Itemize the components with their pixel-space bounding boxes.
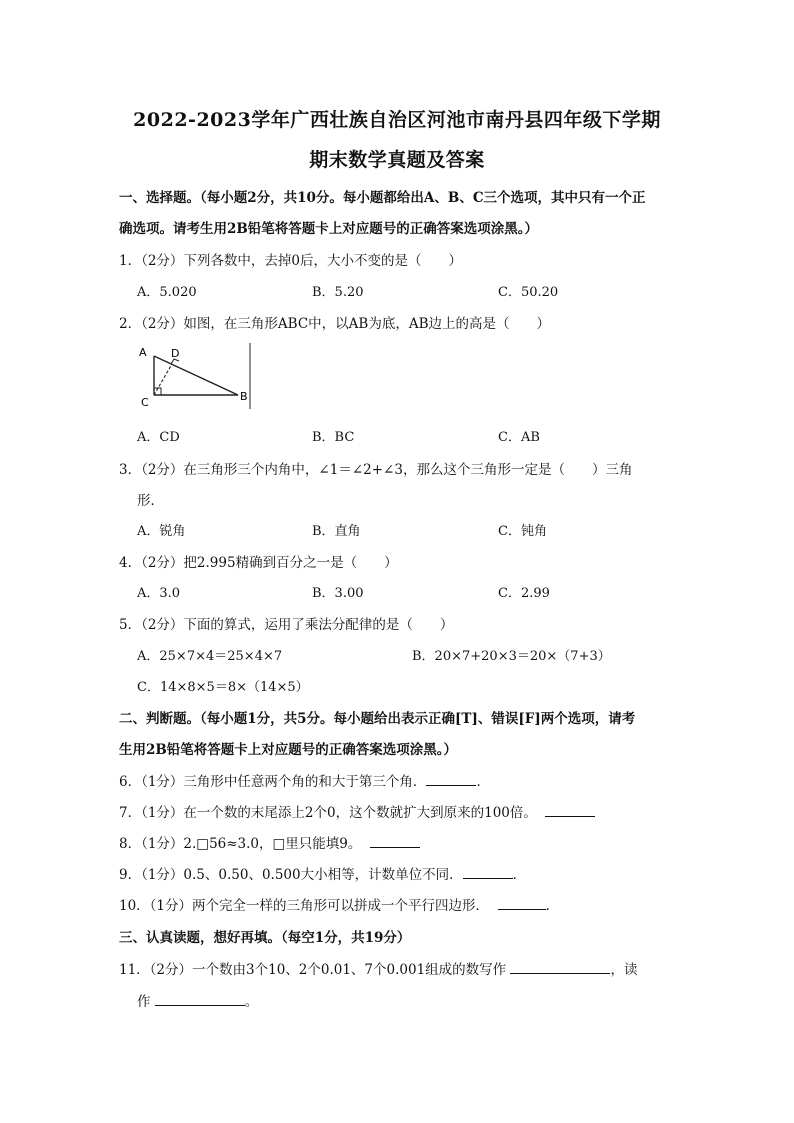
- question-11-line1: [119, 958, 637, 978]
- q3-option-a: A．锐角: [137, 524, 186, 539]
- fig-label-c: C: [141, 396, 149, 409]
- question-6: [119, 770, 490, 790]
- q11-text-line2: 作: [137, 994, 151, 1010]
- q11-written-blank: [510, 961, 610, 974]
- q4-option-a: A．3.0: [137, 586, 181, 601]
- q8-answer-blank: [370, 835, 420, 848]
- q5-option-a: A．25×7×4＝25×4×7: [137, 649, 283, 664]
- q4-option-b: B．3.00: [312, 586, 364, 601]
- question-5: 5．（2分）下面的算式，运用了乘法分配律的是（ ）: [119, 617, 454, 633]
- question-2: 2．（2分）如图，在三角形ABC中，以AB为底，AB边上的高是（ ）: [119, 316, 551, 332]
- question-3-line1: 3．（2分）在三角形三个内角中，∠1＝∠2+∠3，那么这个三角形一定是（ ）三角: [119, 462, 633, 478]
- exam-title-line1: 2022-2023学年广西壮族自治区河池市南丹县四年级下学期: [133, 109, 661, 131]
- exam-title-line2: 期末数学真题及答案: [309, 149, 485, 171]
- q9-text: 9．（1分）0.5、0.50、0.500大小相等，计数单位不同．: [119, 867, 463, 883]
- q7-text: 7．（1分）在一个数的末尾添上2个0，这个数就扩大到原来的100倍。: [119, 805, 537, 821]
- question-10: [119, 894, 559, 914]
- question-7: [119, 801, 595, 821]
- section2-heading-line1: 二、判断题。（每小题1分，共5分。每小题给出表示正确[T]、错误[F]两个选项，请考: [119, 711, 636, 727]
- q6-answer-blank: [426, 773, 476, 786]
- q1-option-a: A．5.020: [137, 285, 197, 300]
- q6-text: 6．（1分）三角形中任意两个角的和大于第三个角．: [119, 774, 427, 790]
- question-1: 1．（2分）下列各数中，去掉0后，大小不变的是（ ）: [119, 253, 463, 269]
- q8-text: 8．（1分）2.□56≈3.0，□里只能填9。: [119, 836, 362, 852]
- section1-heading-line2: 确选项。请考生用2B铅笔将答题卡上对应题号的正确答案选项涂黑。）: [119, 221, 539, 237]
- q11-text: 11．（2分）一个数由3个10、2个0.01、7个0.001组成的数写作: [119, 962, 507, 978]
- section2-heading-line2: 生用2B铅笔将答题卡上对应题号的正确答案选项涂黑。）: [119, 742, 458, 758]
- triangle-abc-figure: [138, 343, 254, 409]
- q11-mid: ，读: [610, 962, 638, 978]
- q5-option-b: B．20×7+20×3＝20×（7+3）: [412, 649, 611, 664]
- question-11-line2: [137, 990, 258, 1010]
- q1-option-c: C．50.20: [498, 285, 559, 300]
- question-3-line2: 形．: [137, 493, 164, 509]
- question-9: [119, 863, 526, 883]
- q10-text: 10．（1分）两个完全一样的三角形可以拼成一个平行四边形．: [119, 898, 490, 914]
- fig-label-b: B: [240, 390, 248, 403]
- fig-label-a: A: [139, 346, 147, 359]
- question-8: [119, 832, 420, 852]
- question-4: 4．（2分）把2.995精确到百分之一是（ ）: [119, 555, 398, 571]
- fig-label-d: D: [171, 347, 180, 360]
- q7-answer-blank: [545, 804, 595, 817]
- q9-end: ．: [512, 867, 527, 883]
- q3-option-b: B．直角: [312, 524, 361, 539]
- q10-answer-blank: [498, 897, 546, 910]
- q11-read-blank: [155, 993, 245, 1006]
- q2-option-a: A．CD: [137, 430, 180, 445]
- q6-end: ．: [476, 774, 490, 790]
- q4-option-c: C．2.99: [498, 586, 550, 601]
- q1-option-b: B．5.20: [312, 285, 364, 300]
- section3-heading: 三、认真读题，想好再填。（每空1分，共19分）: [119, 930, 411, 946]
- q11-end: 。: [244, 994, 259, 1010]
- q3-option-c: C．钝角: [498, 524, 547, 539]
- section1-heading-line1: 一、选择题。（每小题2分，共10分。每小题都给出A、B、C三个选项，其中只有一个正: [119, 190, 646, 206]
- q2-option-b: B．BC: [312, 430, 355, 445]
- q5-option-c: C．14×8×5＝8×（14×5）: [137, 680, 309, 695]
- q2-option-c: C．AB: [498, 430, 540, 445]
- q10-end: ．: [545, 898, 560, 914]
- q9-answer-blank: [463, 866, 513, 879]
